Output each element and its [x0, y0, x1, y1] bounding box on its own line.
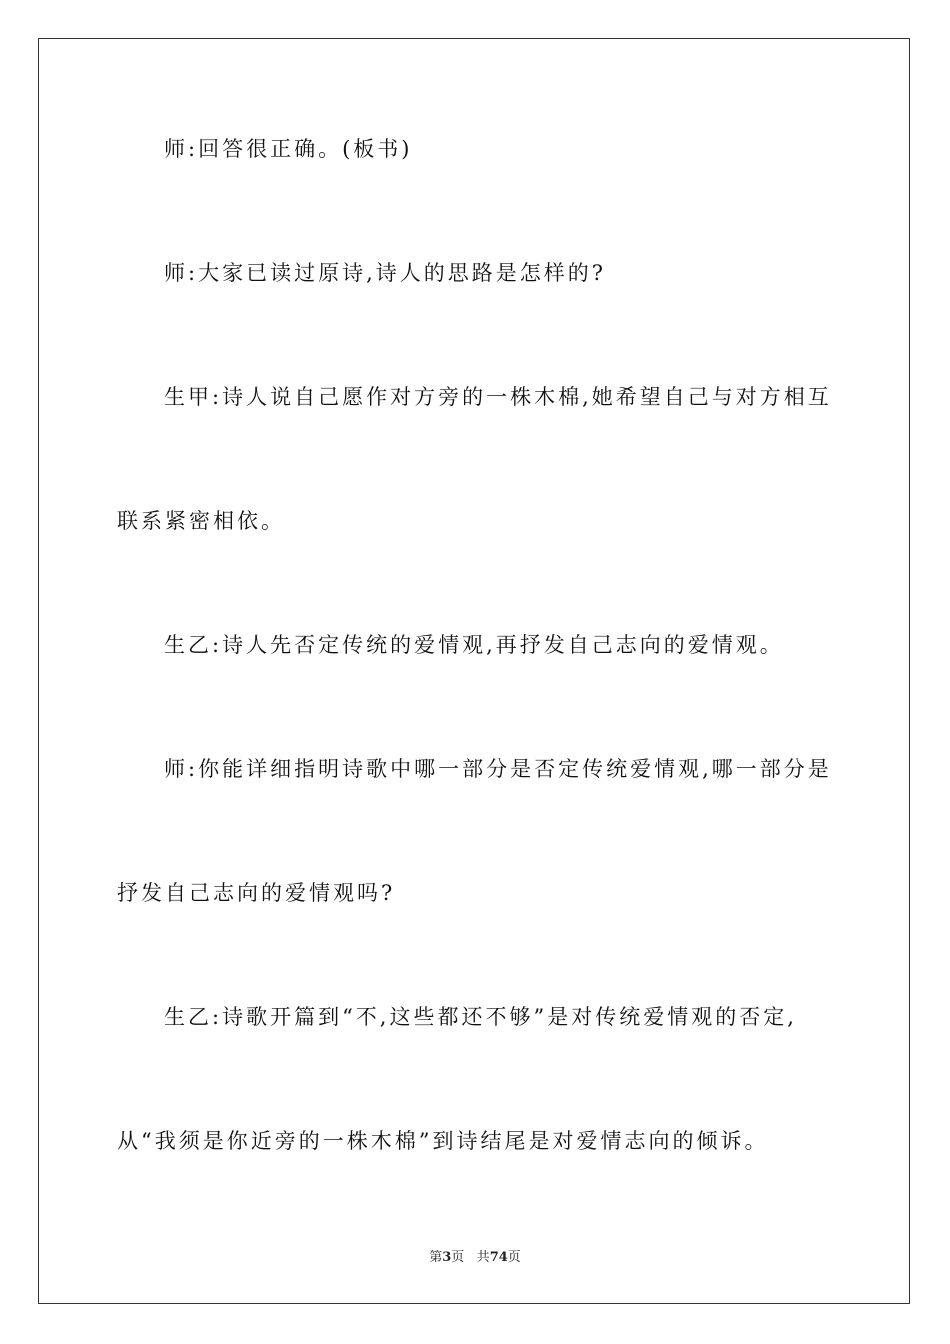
paragraph-teacher-2: 师:大家已读过原诗,诗人的思路是怎样的?: [164, 261, 607, 285]
paragraph-student-b-2-line-2: 从“我须是你近旁的一株木棉”到诗结尾是对爱情志向的倾诉。: [117, 1129, 769, 1153]
page-suffix: 页: [451, 1250, 465, 1265]
page-footer: [0, 1246, 950, 1265]
total-prefix: 共: [476, 1250, 490, 1265]
paragraph-student-a-line-1: 生甲:诗人说自己愿作对方旁的一株木棉,她希望自己与对方相互: [164, 385, 832, 409]
paragraph-teacher-3-line-2: 抒发自己志向的爱情观吗?: [117, 881, 396, 905]
paragraph-student-b-1: 生乙:诗人先否定传统的爱情观,再抒发自己志向的爱情观。: [164, 633, 784, 657]
page-prefix: 第: [429, 1250, 443, 1265]
total-suffix: 页: [507, 1250, 521, 1265]
paragraph-student-b-2-line-1: 生乙:诗歌开篇到“不,这些都还不够”是对传统爱情观的否定,: [164, 1005, 797, 1029]
page-number: 3: [442, 1250, 452, 1265]
page-border: [38, 38, 910, 1304]
total-pages: 74: [489, 1250, 508, 1265]
paragraph-student-a-line-2: 联系紧密相依。: [117, 509, 285, 533]
paragraph-teacher-3-line-1: 师:你能详细指明诗歌中哪一部分是否定传统爱情观,哪一部分是: [164, 757, 832, 781]
paragraph-teacher-1: 师:回答很正确。(板书): [164, 137, 413, 161]
